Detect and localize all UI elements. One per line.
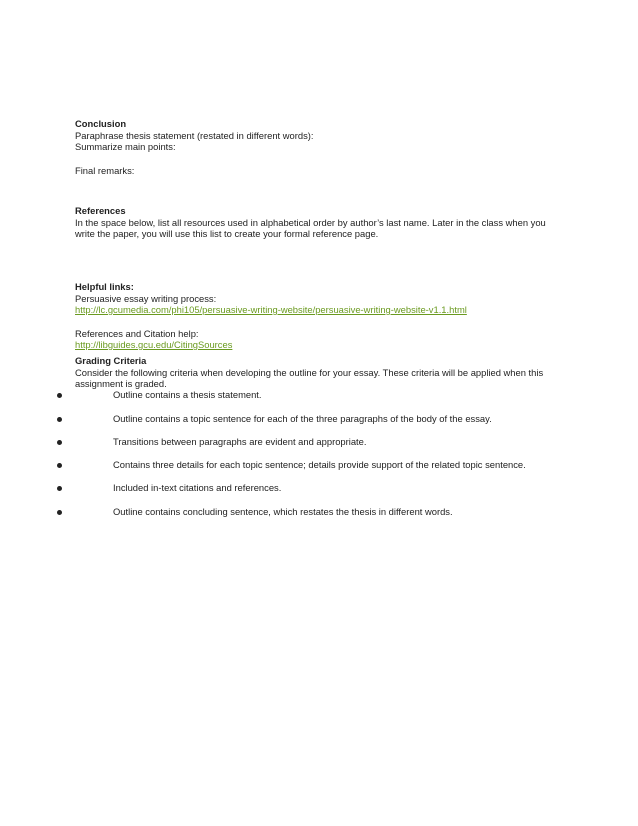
grading-criteria-heading: Grading Criteria xyxy=(75,355,147,366)
grading-criteria-intro: Consider the following criteria when developing the outline for your essay. These criteria will be applied when this assignment is graded. xyxy=(75,366,544,389)
criteria-text: Transitions between paragraphs are evident and appropriate. xyxy=(113,436,367,447)
bullet-icon xyxy=(57,440,62,445)
criteria-text: Outline contains concluding sentence, which restates the thesis in different words. xyxy=(113,506,453,517)
bullet-icon xyxy=(57,463,62,468)
helpful-links-section xyxy=(75,281,555,351)
bullet-icon xyxy=(57,393,62,398)
final-remarks-line: Final remarks: xyxy=(75,164,135,176)
references-instructions: In the space below, list all resources used in alphabetical order by author’s last name. Later in the class when you write the paper, you will use this list to create your formal reference page. xyxy=(75,216,546,239)
references-heading: References xyxy=(75,205,126,216)
persuasive-essay-link[interactable]: http://lc.gcumedia.com/phi105/persuasive-writing-website/persuasive-writing-website-v1.1.html xyxy=(75,304,467,315)
references-section xyxy=(75,205,555,240)
bullet-icon xyxy=(57,417,62,422)
summarize-points-line: Summarize main points: xyxy=(75,141,176,152)
criteria-text: Outline contains a topic sentence for each of the three paragraphs of the body of the essay. xyxy=(113,413,492,424)
criteria-text: Contains three details for each topic sentence; details provide support of the related topic sentence. xyxy=(113,459,526,470)
paraphrase-thesis-line: Paraphrase thesis statement (restated in different words): xyxy=(75,129,314,141)
persuasive-essay-label: Persuasive essay writing process: xyxy=(75,292,217,304)
conclusion-section xyxy=(75,118,555,176)
bullet-icon xyxy=(57,510,62,515)
criteria-text: Outline contains a thesis statement. xyxy=(113,389,262,400)
list-item xyxy=(0,436,638,448)
citation-help-label: References and Citation help: xyxy=(75,327,199,339)
grading-criteria-section xyxy=(75,355,555,390)
list-item xyxy=(0,506,638,518)
bullet-icon xyxy=(57,486,62,491)
list-item xyxy=(0,389,638,401)
list-item xyxy=(0,482,638,494)
list-item xyxy=(0,459,638,471)
citation-help-link[interactable]: http://libguides.gcu.edu/CitingSources xyxy=(75,339,233,350)
criteria-text: Included in-text citations and references. xyxy=(113,482,282,493)
helpful-links-heading: Helpful links: xyxy=(75,281,134,292)
conclusion-heading: Conclusion xyxy=(75,118,127,129)
list-item xyxy=(0,413,638,425)
